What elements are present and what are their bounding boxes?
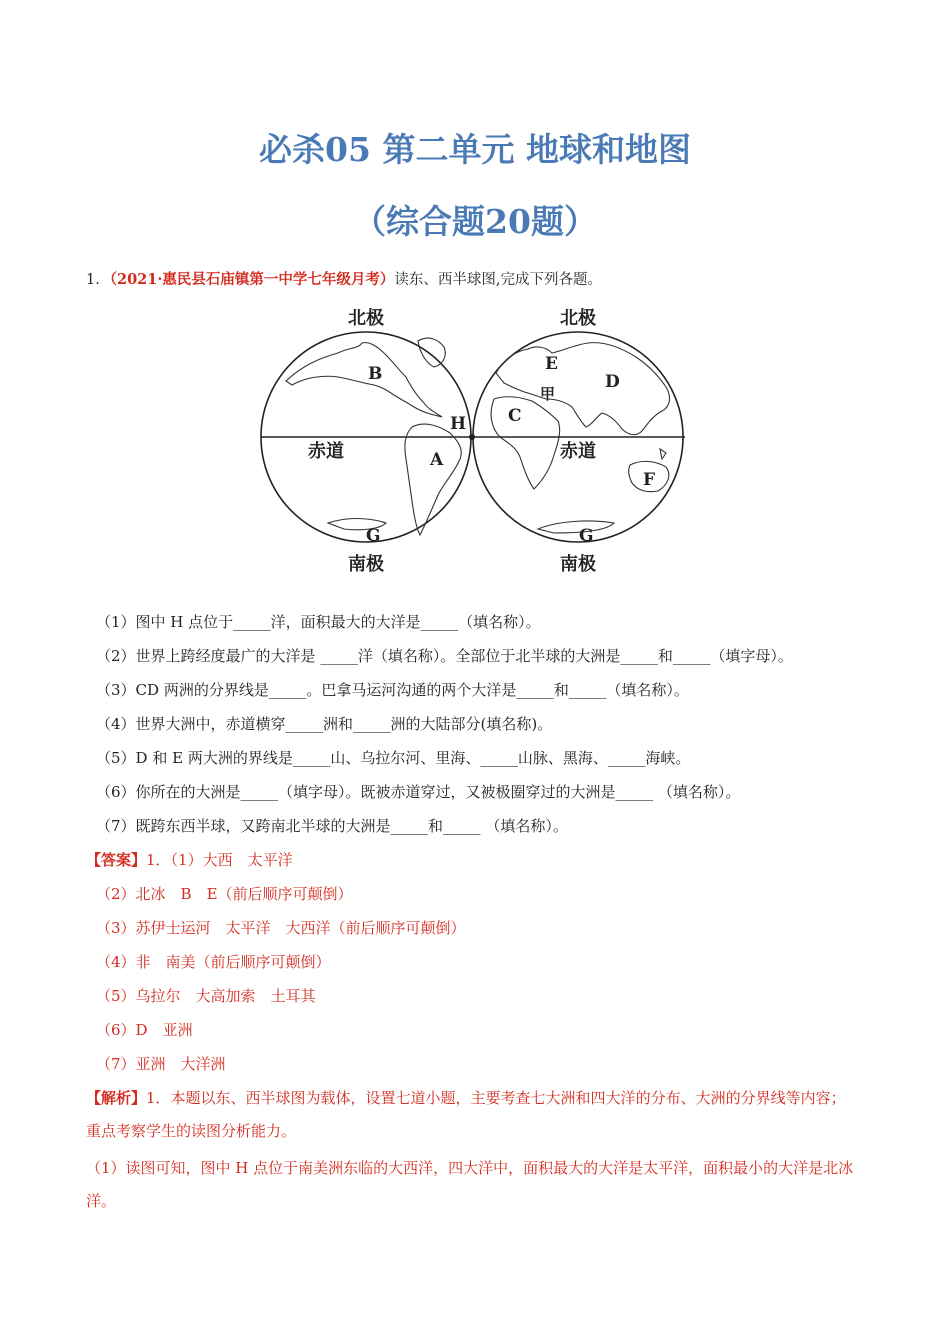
answer-line-5: （5）乌拉尔 大高加索 土耳其: [96, 987, 316, 1005]
question-number: 1．: [86, 272, 110, 288]
analysis-part-1: （1）读图可知，图中 H 点位于南美洲东临的大西洋，四大洋中，面积最大的大洋是太平洋，面积最小的大洋是北冰洋。: [86, 1159, 854, 1210]
map-label-equator-left: 赤道: [308, 441, 344, 462]
subquestion-4: （4）世界大洲中，赤道横穿_____洲和_____洲的大陆部分(填名称)。: [96, 715, 553, 733]
question-source: （2021·惠民县石庙镇第一中学七年级月考）: [109, 271, 395, 288]
map-label-equator-right: 赤道: [560, 441, 596, 462]
map-letter-g-right: G: [579, 526, 594, 546]
map-label-north-right: 北极: [560, 308, 596, 329]
question-1-header: [86, 268, 602, 289]
subquestion-3: （3）CD 两洲的分界线是_____。巴拿马运河沟通的两个大洋是_____和_____（填名称）。: [96, 681, 689, 699]
subquestion-6: （6）你所在的大洲是_____（填字母）。既被赤道穿过，又被极圈穿过的大洲是_____ （填名称）。: [96, 783, 741, 801]
map-letter-e: E: [545, 354, 558, 374]
subquestion-1: （1）图中 H 点位于_____洋，面积最大的大洋是_____（填名称）。: [96, 613, 541, 631]
answer-line-3: （3）苏伊士运河 太平洋 大西洋（前后顺序可颠倒）: [96, 919, 466, 937]
subquestion-5: （5）D 和 E 两大洲的界线是_____山、乌拉尔河、里海、_____山脉、黑海、_____海峡。: [96, 749, 691, 767]
map-label-south-right: 南极: [560, 554, 596, 575]
map-letter-b: B: [368, 364, 383, 384]
hemisphere-map: [258, 303, 690, 581]
analysis-intro: 【解析】1．本题以东、西半球图为载体，设置七道小题，主要考查七大洲和四大洋的分布、大洲的分界线等内容；重点考察学生的读图分析能力。: [86, 1089, 846, 1140]
subquestion-7: （7）既跨东西半球，又跨南北半球的大洲是_____和_____ （填名称）。: [96, 817, 568, 835]
map-label-north-left: 北极: [348, 308, 384, 329]
map-letter-c: C: [508, 406, 522, 426]
answer-line-7: （7）亚洲 大洋洲: [96, 1055, 226, 1073]
map-label-south-left: 南极: [348, 554, 384, 575]
answer-line-1: 【答案】1．（1）大西 太平洋: [86, 851, 293, 869]
answer-line-6: （6）D 亚洲: [96, 1021, 193, 1039]
map-letter-a: A: [430, 450, 444, 470]
question-stem: 读东、西半球图,完成下列各题。: [394, 272, 602, 288]
answer-tag: 【答案】: [86, 851, 147, 869]
map-letter-d: D: [605, 372, 620, 392]
subquestion-2: （2）世界上跨经度最广的大洋是 _____洋（填名称）。全部位于北半球的大洲是_____和_____（填字母）。: [96, 647, 793, 665]
map-label-jia: 甲: [540, 385, 556, 403]
answer-line-2: （2）北冰 B E（前后顺序可颠倒）: [96, 885, 353, 903]
page-subtitle: （综合题20题）: [353, 202, 597, 241]
map-letter-f: F: [643, 470, 656, 490]
analysis-tag: 【解析】: [86, 1089, 147, 1107]
page-title: 必杀05 第二单元 地球和地图: [259, 130, 691, 169]
map-letter-h: H: [450, 414, 467, 434]
answer-line-4: （4）非 南美（前后顺序可颠倒）: [96, 953, 331, 971]
map-letter-g-left: G: [366, 526, 381, 546]
